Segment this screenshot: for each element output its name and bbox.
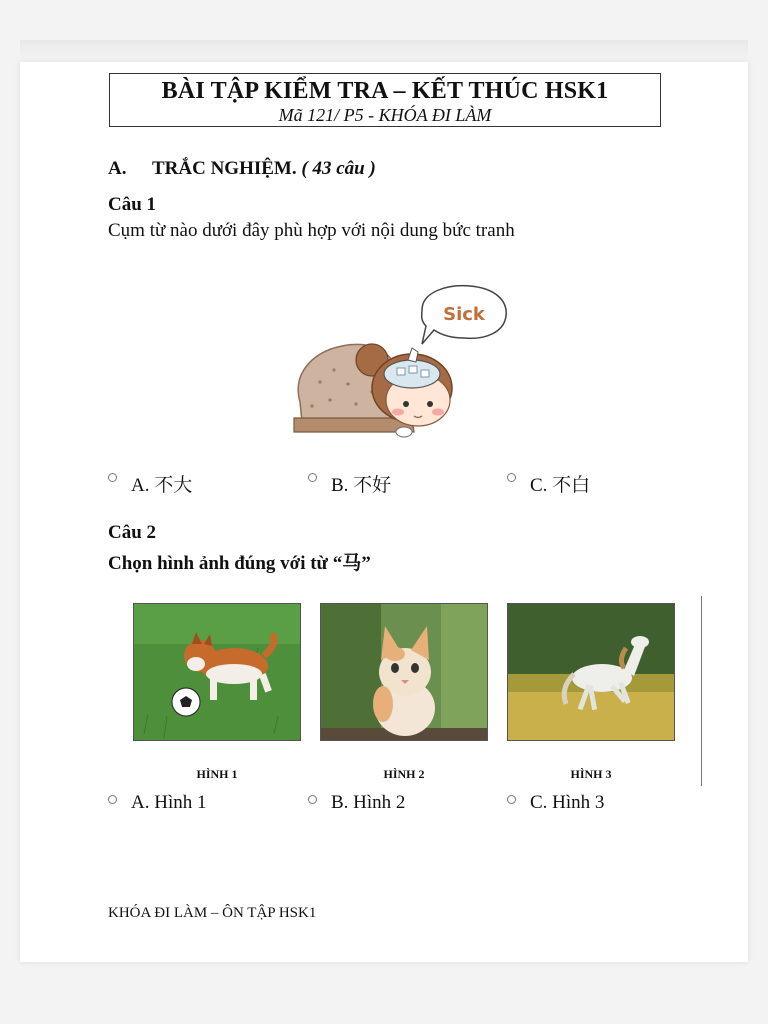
q2-option-b-label: B. Hình 2: [331, 792, 406, 813]
question-1-title: Câu 1: [108, 194, 157, 215]
q1-option-a[interactable]: [108, 470, 192, 497]
radio-button[interactable]: [507, 473, 516, 482]
worksheet-subtitle: Mã 121/ P5 - KHÓA ĐI LÀM: [278, 105, 492, 125]
section-heading: [108, 158, 376, 180]
q2-option-c[interactable]: [507, 792, 604, 814]
q2-option-a-label: A. Hình 1: [131, 792, 207, 813]
title-box: [109, 73, 661, 127]
question-2-text: Chọn hình ảnh đúng với từ “马”: [108, 553, 371, 574]
bubble-text: Sick: [443, 304, 485, 325]
horse-photo: [507, 603, 675, 741]
q1-option-a-label: A. 不大: [131, 475, 193, 496]
q2-option-b[interactable]: [308, 792, 405, 814]
section-name: TRẮC NGHIỆM.: [152, 158, 297, 179]
image-3-caption: HÌNH 3: [570, 767, 612, 781]
radio-button[interactable]: [308, 473, 317, 482]
image-1-caption: HÌNH 1: [196, 767, 238, 781]
q2-option-c-label: C. Hình 3: [530, 792, 605, 813]
radio-button[interactable]: [108, 473, 117, 482]
question-2-title: Câu 2: [108, 522, 157, 543]
q1-option-b[interactable]: [308, 470, 391, 497]
q2-option-a[interactable]: [108, 792, 206, 814]
radio-button[interactable]: [308, 795, 317, 804]
radio-button[interactable]: [507, 795, 516, 804]
section-count: ( 43 câu ): [301, 158, 376, 179]
worksheet-page: [20, 62, 748, 962]
radio-button[interactable]: [108, 795, 117, 804]
section-letter: A.: [108, 158, 127, 179]
q1-option-b-label: B. 不好: [331, 475, 392, 496]
footer-text: KHÓA ĐI LÀM – ÔN TẬP HSK1: [108, 905, 317, 921]
border-line: [701, 596, 702, 786]
q1-option-c-label: C. 不白: [530, 475, 591, 496]
sick-girl-illustration: [272, 282, 512, 442]
question-1-text: Cụm từ nào dưới đây phù hợp với nội dung bức tranh: [108, 220, 515, 241]
worksheet-title: BÀI TẬP KIỂM TRA – KẾT THÚC HSK1: [161, 78, 609, 104]
dog-playing-ball-photo: [133, 603, 301, 741]
image-2-caption: HÌNH 2: [383, 767, 425, 781]
q1-option-c[interactable]: [507, 470, 590, 497]
cat-photo: [320, 603, 488, 741]
